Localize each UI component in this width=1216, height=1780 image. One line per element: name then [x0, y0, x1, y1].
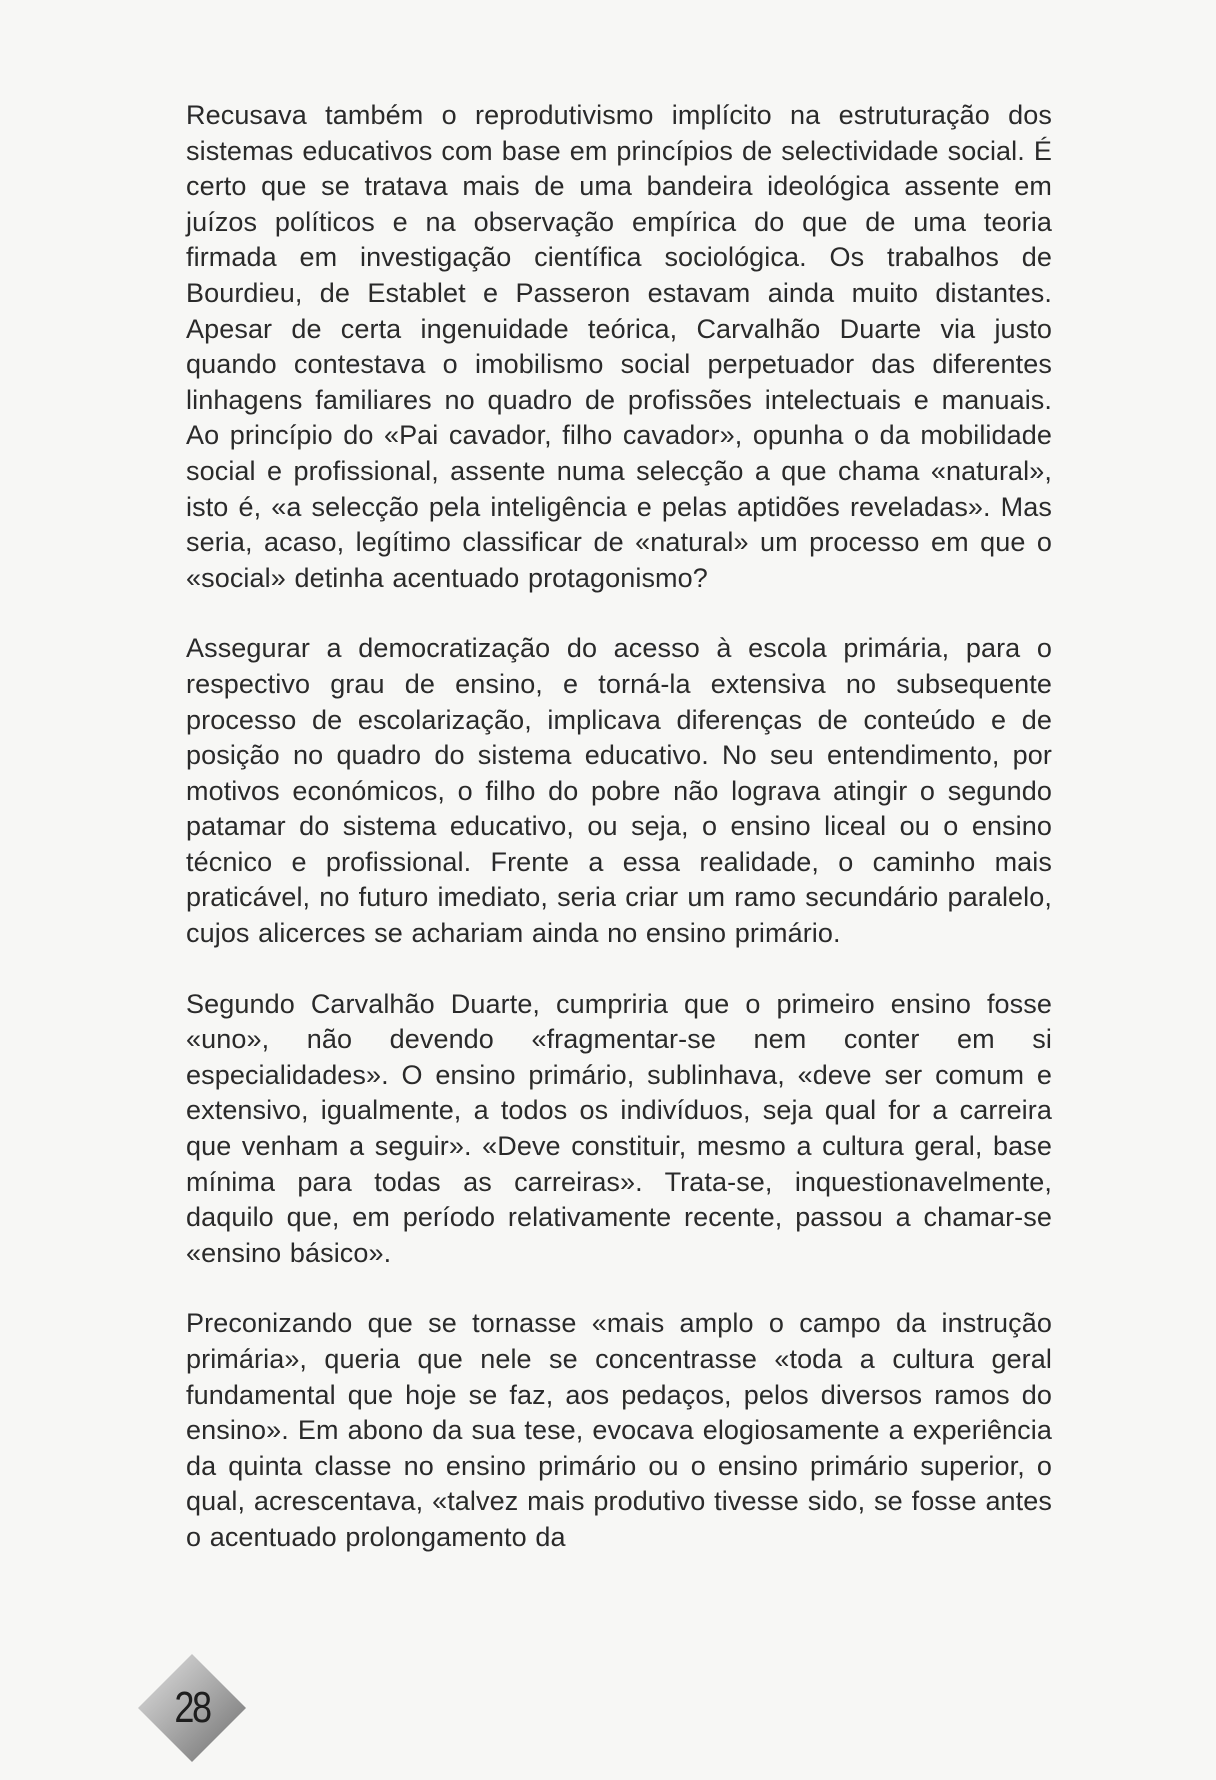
paragraph-4: Preconizando que se tornasse «mais amplo o campo da instrução primária», queria que nele se concentrasse «toda a cultura geral fundamental que hoje se faz, aos pedaços, pelos diversos ramos do ensino». Em abono da sua tese, evocava elogiosamente a experiência da quinta classe no ensino primário ou o ensino primário superior, o qual, acrescentava, «talvez mais produtivo tivesse sido, se fosse antes o acentuado prolongamento da [186, 1308, 1052, 1552]
page-number: 28 [174, 1683, 210, 1732]
body-text [186, 98, 1052, 1556]
page-number-badge [136, 1652, 248, 1764]
paragraph-1: Recusava também o reprodutivismo implícito na estruturação dos sistemas educativos com base em princípios de selectividade social. É certo que se tratava mais de uma bandeira ideológica assente em juízos políticos e na observação empírica do que de uma teoria firmada em investigação científica sociológica. Os trabalhos de Bourdieu, de Establet e Passeron estavam ainda muito distantes. Apesar de certa ingenuidade teórica, Carvalhão Duarte via justo quando contestava o imobilismo social perpetuador das diferentes linhagens familiares no quadro de profissões intelectuais e manuais. Ao princípio do «Pai cavador, filho cavador», opunha o da mobilidade social e profissional, assente numa selecção a que chama «natural», isto é, «a selecção pela inteligência e pelas aptidões reveladas». Mas seria, acaso, legítimo classificar de «natural» um processo em que o «social» detinha acentuado protagonismo? [186, 100, 1052, 593]
paragraph-2: Assegurar a democratização do acesso à escola primária, para o respectivo grau de ensino, e torná-la extensiva no subsequente processo de escolarização, implicava diferenças de conteúdo e de posição no quadro do sistema educativo. No seu entendimento, por motivos económicos, o filho do pobre não lograva atingir o segundo patamar do sistema educativo, ou seja, o ensino liceal ou o ensino técnico e profissional. Frente a essa realidade, o caminho mais praticável, no futuro imediato, seria criar um ramo secundário paralelo, cujos alicerces se achariam ainda no ensino primário. [186, 633, 1052, 949]
paragraph-3: Segundo Carvalhão Duarte, cumpriria que o primeiro ensino fosse «uno», não devendo «fragmentar-se nem conter em si especialidades». O ensino primário, sublinhava, «deve ser comum e extensivo, igualmente, a todos os indivíduos, seja qual for a carreira que venham a seguir». «Deve constituir, mesmo a cultura geral, base mínima para todas as carreiras». Trata-se, inquestionavelmente, daquilo que, em período relativamente recente, passou a chamar-se «ensino básico». [186, 988, 1052, 1268]
